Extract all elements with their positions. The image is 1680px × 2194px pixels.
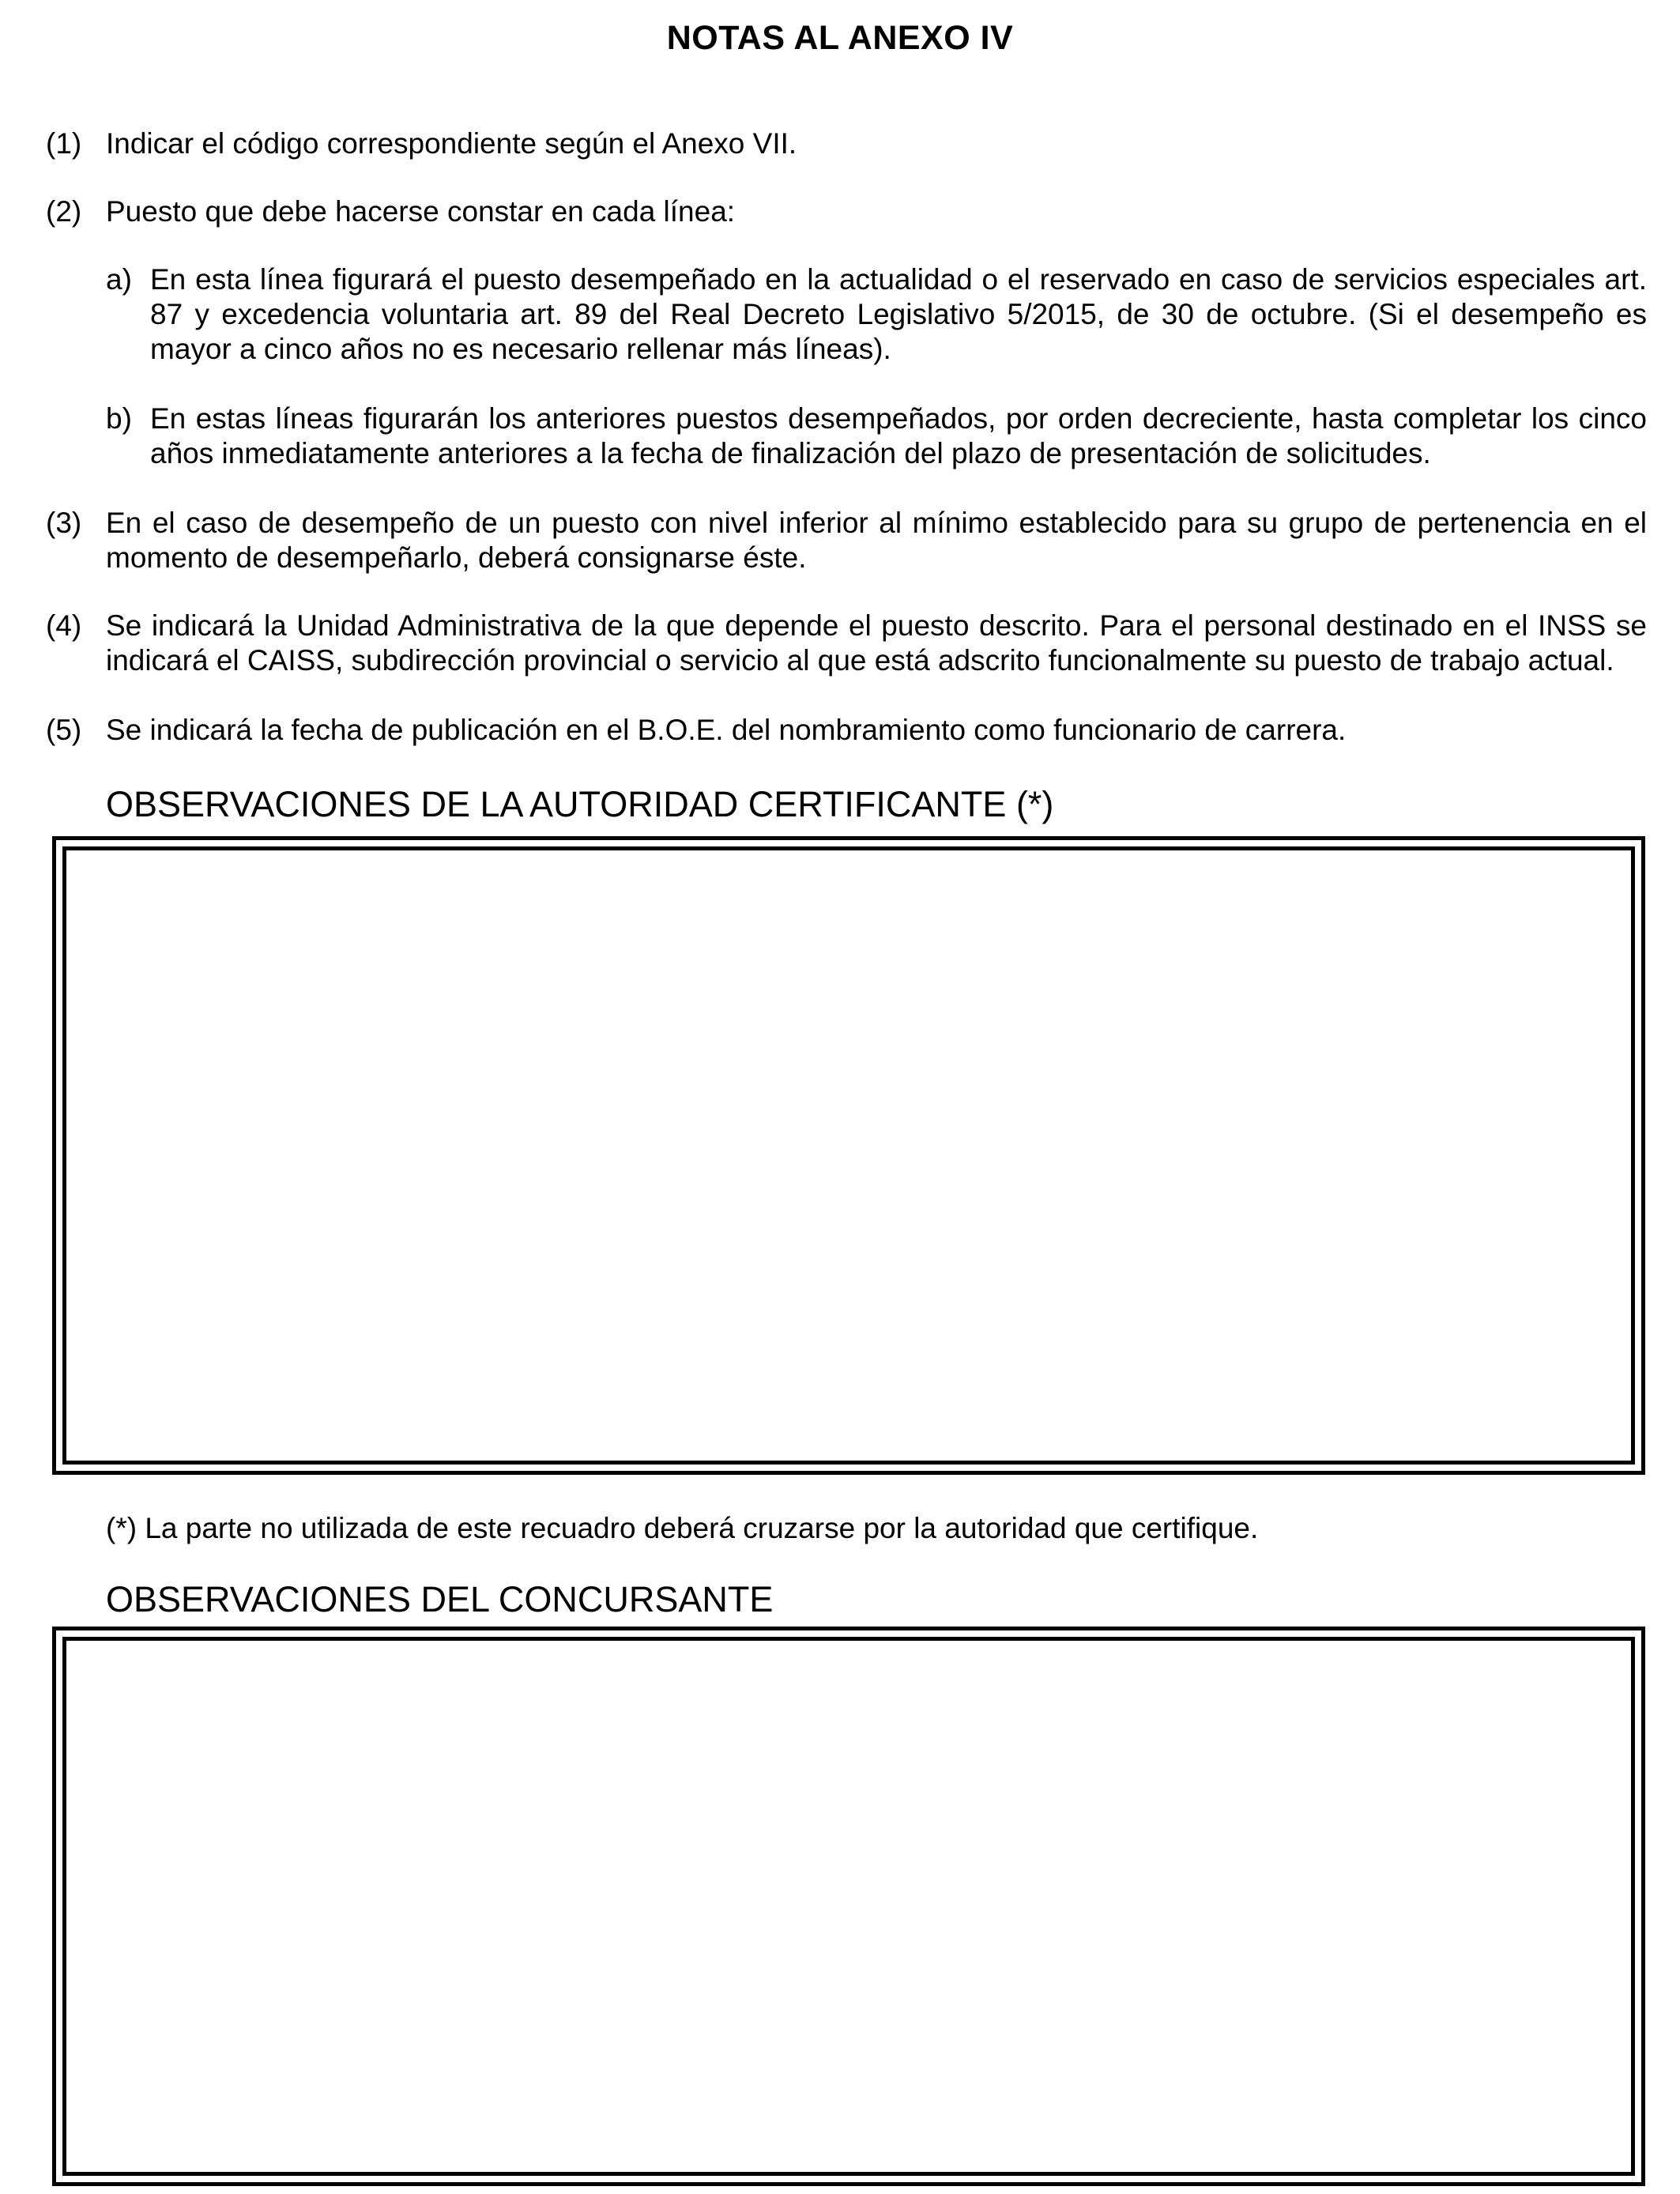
subnote-letter: a) [106, 263, 132, 296]
subnote-text: En esta línea figurará el puesto desempeñado en la actualidad o el reservado en caso de servicios especiales art. 87 y excedencia voluntaria art. 89 del Real Decreto Legislativo 5/2015, de 30 de octubre. (Si el desempeño es mayor a cinco años no es necesario rellenar más líneas). [150, 263, 1647, 365]
authority-observations-box[interactable] [52, 836, 1645, 1475]
note-number: (3) [46, 507, 82, 539]
page-title: NOTAS AL ANEXO IV [666, 19, 1014, 57]
authority-footnote: (*) La parte no utilizada de este recuadro deberá cruzarse por la autoridad que certifique. [106, 1512, 1259, 1544]
subnote-text: En estas líneas figurarán los anteriores puestos desempeñados, por orden decreciente, hasta completar los cinco años inmediatamente anteriores a la fecha de finalización del plazo de presentación de solicitudes. [150, 402, 1647, 469]
authority-observations-inner-border [62, 846, 1635, 1465]
note-text: En el caso de desempeño de un puesto con nivel inferior al mínimo establecido para su grupo de pertenencia en el momento de desempeñarlo, deberá consignarse éste. [106, 507, 1647, 574]
note-number: (2) [46, 195, 82, 228]
note-number: (1) [46, 127, 82, 160]
note-text: Se indicará la Unidad Administrativa de la que depende el puesto descrito. Para el personal destinado en el INSS se indicará el CAISS, subdirección provincial o servicio al que está adscrito funcionalmente su puesto de trabajo actual. [106, 609, 1647, 677]
authority-observations-heading: OBSERVACIONES DE LA AUTORIDAD CERTIFICANTE (*) [106, 784, 1054, 824]
applicant-observations-heading: OBSERVACIONES DEL CONCURSANTE [106, 1579, 774, 1619]
subnote-letter: b) [106, 402, 132, 435]
note-number: (4) [46, 609, 82, 642]
applicant-observations-inner-border [62, 1637, 1635, 2176]
note-text: Puesto que debe hacerse constar en cada línea: [106, 195, 736, 228]
note-text: Indicar el código correspondiente según el Anexo VII. [106, 127, 797, 160]
applicant-observations-box[interactable] [52, 1627, 1645, 2186]
note-text: Se indicará la fecha de publicación en el B.O.E. del nombramiento como funcionario de carrera. [106, 714, 1347, 746]
note-number: (5) [46, 714, 82, 746]
